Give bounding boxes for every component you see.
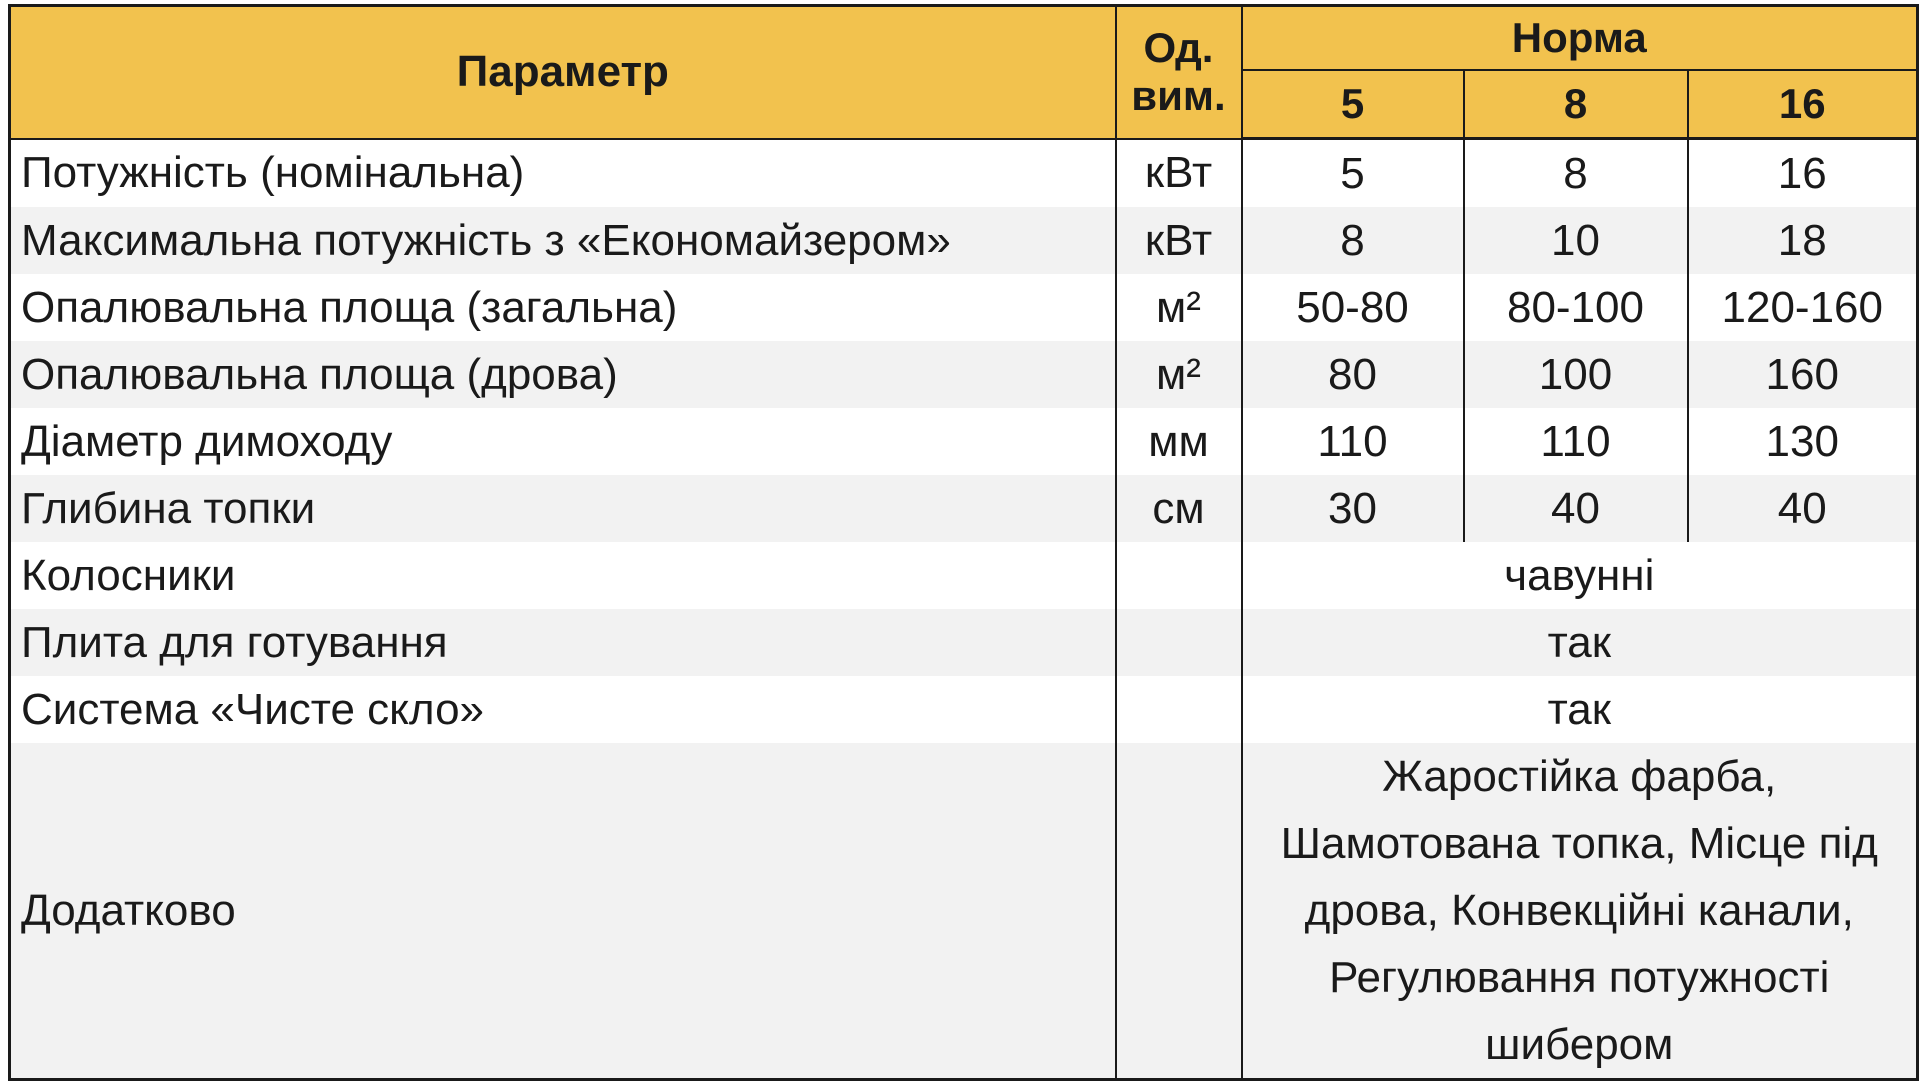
row-value-5: 110 (1242, 408, 1464, 475)
specifications-table (8, 4, 1919, 1081)
table-row (10, 341, 1918, 408)
table-row (10, 542, 1918, 609)
row-param: Діаметр димоходу (10, 408, 1116, 475)
row-value-8: 40 (1464, 475, 1688, 542)
header-row-1 (10, 6, 1918, 71)
row-unit (1116, 609, 1242, 676)
row-value-5: 8 (1242, 207, 1464, 274)
row-value-16: 130 (1765, 416, 1839, 466)
row-value-5: 5 (1242, 139, 1464, 208)
header-model-8: 8 (1464, 70, 1688, 139)
row-value-16: 160 (1688, 341, 1918, 408)
header-unit (1116, 6, 1242, 139)
header-model-5: 5 (1242, 70, 1464, 139)
row-param: Максимальна потужність з «Економайзером» (10, 207, 1116, 274)
table-row (10, 676, 1918, 743)
row-unit (1116, 676, 1242, 743)
header-unit-line2: вим. (1131, 72, 1226, 120)
row-value-merged: так (1242, 609, 1918, 676)
row-unit: см (1116, 475, 1242, 542)
row-param: Плита для готування (10, 609, 1116, 676)
row-value-merged: чавунні (1504, 550, 1655, 600)
row-value-16: 120-160 (1721, 282, 1883, 332)
header-parameter: Параметр (10, 6, 1116, 139)
row-param: Потужність (номінальна) (10, 139, 1116, 208)
row-value-16: 40 (1688, 475, 1918, 542)
row-unit: м² (1116, 341, 1242, 408)
row-value-merged: Жаростійка фарба, Шамотована топка, Місце під дрова, Конвекційні канали, Регулювання потужності шибером (1242, 743, 1918, 1080)
row-unit (1116, 542, 1242, 609)
row-param: Додатково (10, 743, 1116, 1080)
row-value-8: 80-100 (1464, 274, 1688, 341)
row-value-5: 80 (1242, 341, 1464, 408)
row-value-8: 8 (1464, 139, 1688, 208)
header-unit-line1: Од. (1143, 23, 1214, 71)
row-value-5: 30 (1242, 475, 1464, 542)
row-value-16: 18 (1688, 207, 1918, 274)
table-row (10, 475, 1918, 542)
row-unit: м² (1116, 274, 1242, 341)
row-param: Глибина топки (10, 475, 1116, 542)
table-row (10, 274, 1918, 341)
row-value-merged: так (1547, 684, 1611, 734)
row-unit: кВт (1116, 139, 1242, 208)
row-value-8: 100 (1464, 341, 1688, 408)
row-unit (1116, 743, 1242, 1080)
row-param: Колосники (10, 542, 1116, 609)
row-value-16: 16 (1777, 148, 1827, 198)
row-value-8: 110 (1464, 408, 1688, 475)
table-row (10, 408, 1918, 475)
row-unit: мм (1116, 408, 1242, 475)
header-model-16: 16 (1688, 70, 1918, 139)
table-row (10, 743, 1918, 1080)
table-row (10, 609, 1918, 676)
row-value-8: 10 (1464, 207, 1688, 274)
header-norma: Норма (1242, 6, 1918, 71)
row-param: Система «Чисте скло» (10, 676, 1116, 743)
table-row (10, 207, 1918, 274)
row-unit: кВт (1116, 207, 1242, 274)
table-row (10, 139, 1918, 208)
row-param: Опалювальна площа (дрова) (10, 341, 1116, 408)
row-param: Опалювальна площа (загальна) (10, 274, 1116, 341)
row-value-5: 50-80 (1242, 274, 1464, 341)
